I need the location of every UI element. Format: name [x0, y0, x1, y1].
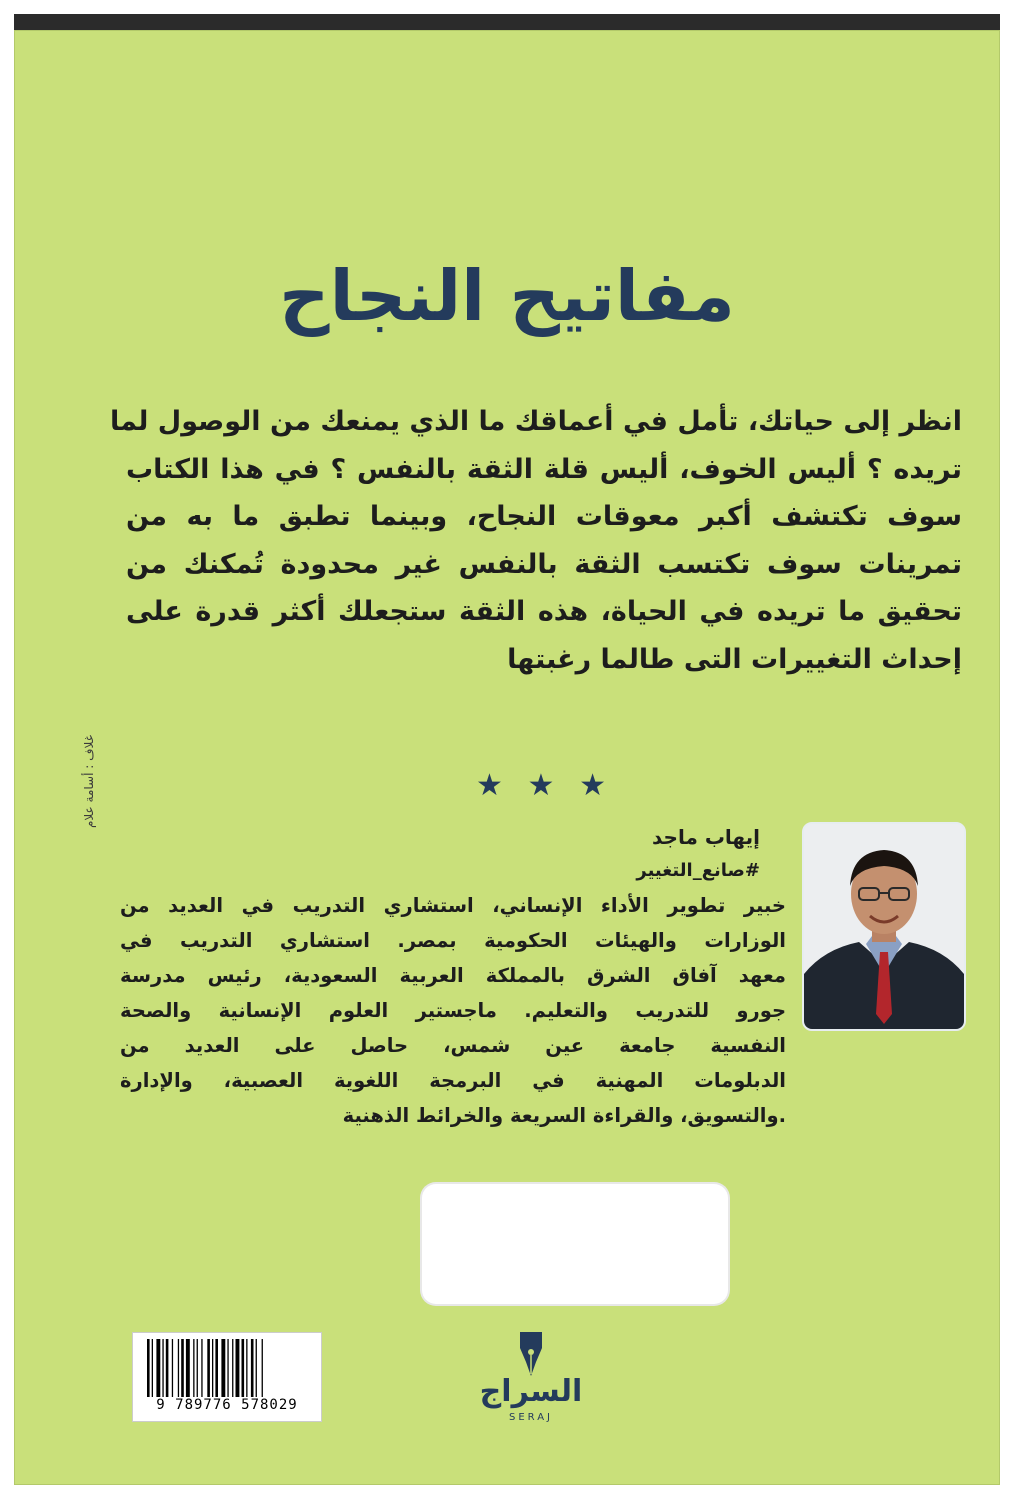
author-portrait-illustration: [804, 824, 964, 1029]
author-name: إيهاب ماجد: [652, 825, 760, 849]
blurb-line: إحداث التغييرات التى طالما رغبتها: [507, 643, 962, 675]
book-title: مفاتيح النجاح: [279, 255, 735, 337]
blurb-line: سوف تكتشف أكبر معوقات النجاح، وبينما تطبق ما به من: [126, 501, 962, 532]
star-icon: ★: [476, 768, 503, 803]
author-bio: [120, 888, 786, 1133]
bio-line: .والتسويق، والقراءة السريعة والخرائط الذهنية: [342, 1104, 786, 1127]
price-sticker: [422, 1184, 728, 1304]
publisher-name-english: SERAJ: [509, 1412, 553, 1423]
star-icon: ★: [527, 768, 555, 803]
author-hashtag: #صانع_التغيير: [636, 860, 760, 881]
blurb-line: انظر إلى حياتك، تأمل في أعماقك ما الذي يمنعك من الوصول لما: [110, 406, 962, 437]
book-blurb: [110, 398, 962, 683]
bio-line: النفسية جامعة عين شمس، حاصل على العديد من: [120, 1034, 786, 1057]
star-icon: ★: [579, 768, 606, 803]
publisher-logo: [476, 1330, 586, 1430]
bio-line: معهد آفاق الشرق بالمملكة العربية السعودية، رئيس مدرسة: [120, 964, 786, 987]
author-photo: [802, 822, 966, 1031]
bio-line: الدبلومات المهنية في البرمجة اللغوية العصبية، والإدارة: [120, 1069, 786, 1092]
bio-line: خبير تطوير الأداء الإنساني، استشاري التدريب في العديد من: [120, 894, 786, 917]
barcode-bars: [147, 1339, 307, 1397]
blurb-line: تريده ؟ أليس الخوف، أليس قلة الثقة بالنفس ؟ في هذا الكتاب: [126, 453, 962, 485]
publisher-name-arabic: السراج: [479, 1374, 583, 1409]
bio-line: جورو للتدريب والتعليم. ماجستير العلوم الإنسانية والصحة: [120, 999, 786, 1022]
bio-line: الوزارات والهيئات الحكومية بمصر. استشاري التدريب في: [120, 929, 786, 952]
blurb-line: تمرينات سوف تكتسب الثقة بالنفس غير محدودة تُمكنك من: [126, 548, 962, 580]
isbn-number: 9 789776 578029: [156, 1397, 298, 1413]
pen-nib-icon: [476, 1330, 586, 1380]
separator-stars: [476, 766, 606, 806]
isbn-barcode: [132, 1332, 322, 1422]
book-back-cover: [14, 30, 1000, 1485]
blurb-line: تحقيق ما تريده في الحياة، هذه الثقة ستجعلك أكثر قدرة على: [126, 596, 962, 627]
cover-designer-credit: غلاف : أسامة علام: [82, 735, 96, 829]
